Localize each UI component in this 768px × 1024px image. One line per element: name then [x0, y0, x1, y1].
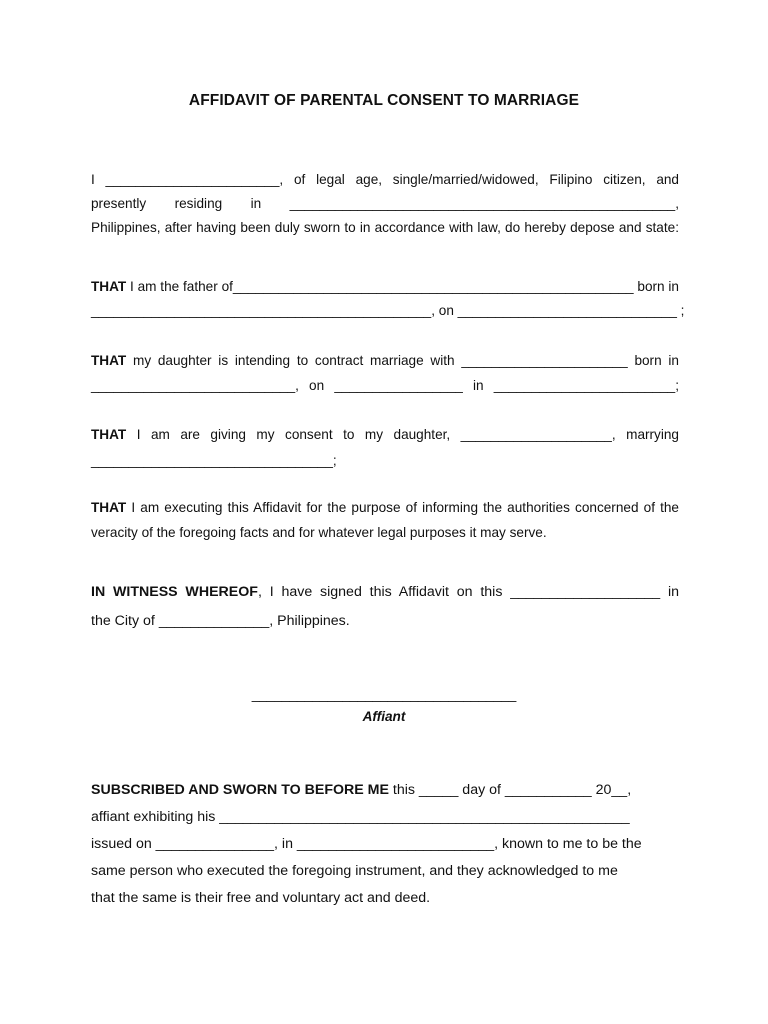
affiant-label: Affiant: [362, 709, 406, 724]
father-clause-text: I am the father of_____________________________________________________ born in: [126, 279, 679, 294]
that-keyword: THAT: [91, 353, 127, 368]
marriage-clause-line-2: ___________________________, on _________________ in ________________________;: [91, 378, 679, 393]
witness-line-1: [91, 581, 679, 603]
purpose-clause-line-1: [91, 497, 679, 519]
jurat-keyword: SUBSCRIBED AND SWORN TO BEFORE ME: [91, 782, 389, 798]
consent-clause-line-2: ________________________________;: [91, 453, 337, 468]
that-keyword: THAT: [91, 427, 127, 442]
marriage-clause-line-1: [91, 350, 679, 372]
intro-line-3: Philippines, after having been duly sworn to in accordance with law, do hereby depose and state:: [91, 220, 679, 235]
affiant-signature-line: ___________________________________: [251, 687, 517, 702]
witness-keyword: IN WITNESS WHEREOF: [91, 584, 258, 600]
consent-clause-line-1: [91, 424, 679, 446]
witness-text: , I have signed this Affidavit on this ___________________ in: [257, 584, 679, 600]
that-keyword: THAT: [91, 500, 127, 515]
intro-line-2: presently residing in ___________________________________________________,: [91, 196, 679, 211]
consent-clause-text: I am are giving my consent to my daughter, ____________________, marrying: [126, 427, 679, 442]
father-clause-line-1: [91, 276, 679, 298]
purpose-clause-line-2: veracity of the foregoing facts and for whatever legal purposes it may serve.: [91, 525, 547, 540]
purpose-clause-text: I am executing this Affidavit for the purpose of informing the authorities concerned of the: [126, 500, 679, 515]
jurat-line-3: issued on _______________, in _________________________, known to me to be the: [91, 836, 642, 852]
jurat-line-1: [91, 779, 671, 801]
marriage-clause-text: my daughter is intending to contract marriage with ______________________ born in: [126, 353, 679, 368]
document-title: AFFIDAVIT OF PARENTAL CONSENT TO MARRIAGE: [188, 92, 580, 109]
witness-line-2: the City of ______________, Philippines.: [91, 613, 350, 629]
jurat-line-5: that the same is their free and voluntary act and deed.: [91, 890, 431, 906]
father-clause-line-2: _____________________________________________, on _____________________________ ;: [91, 303, 685, 318]
jurat-line-2: affiant exhibiting his ____________________________________________________: [91, 809, 630, 825]
jurat-text: this _____ day of ___________ 20__,: [388, 782, 632, 798]
that-keyword: THAT: [91, 279, 127, 294]
jurat-line-4: same person who executed the foregoing instrument, and they acknowledged to me: [91, 863, 618, 879]
intro-line-1: I _______________________, of legal age, single/married/widowed, Filipino citizen, and: [91, 172, 679, 187]
